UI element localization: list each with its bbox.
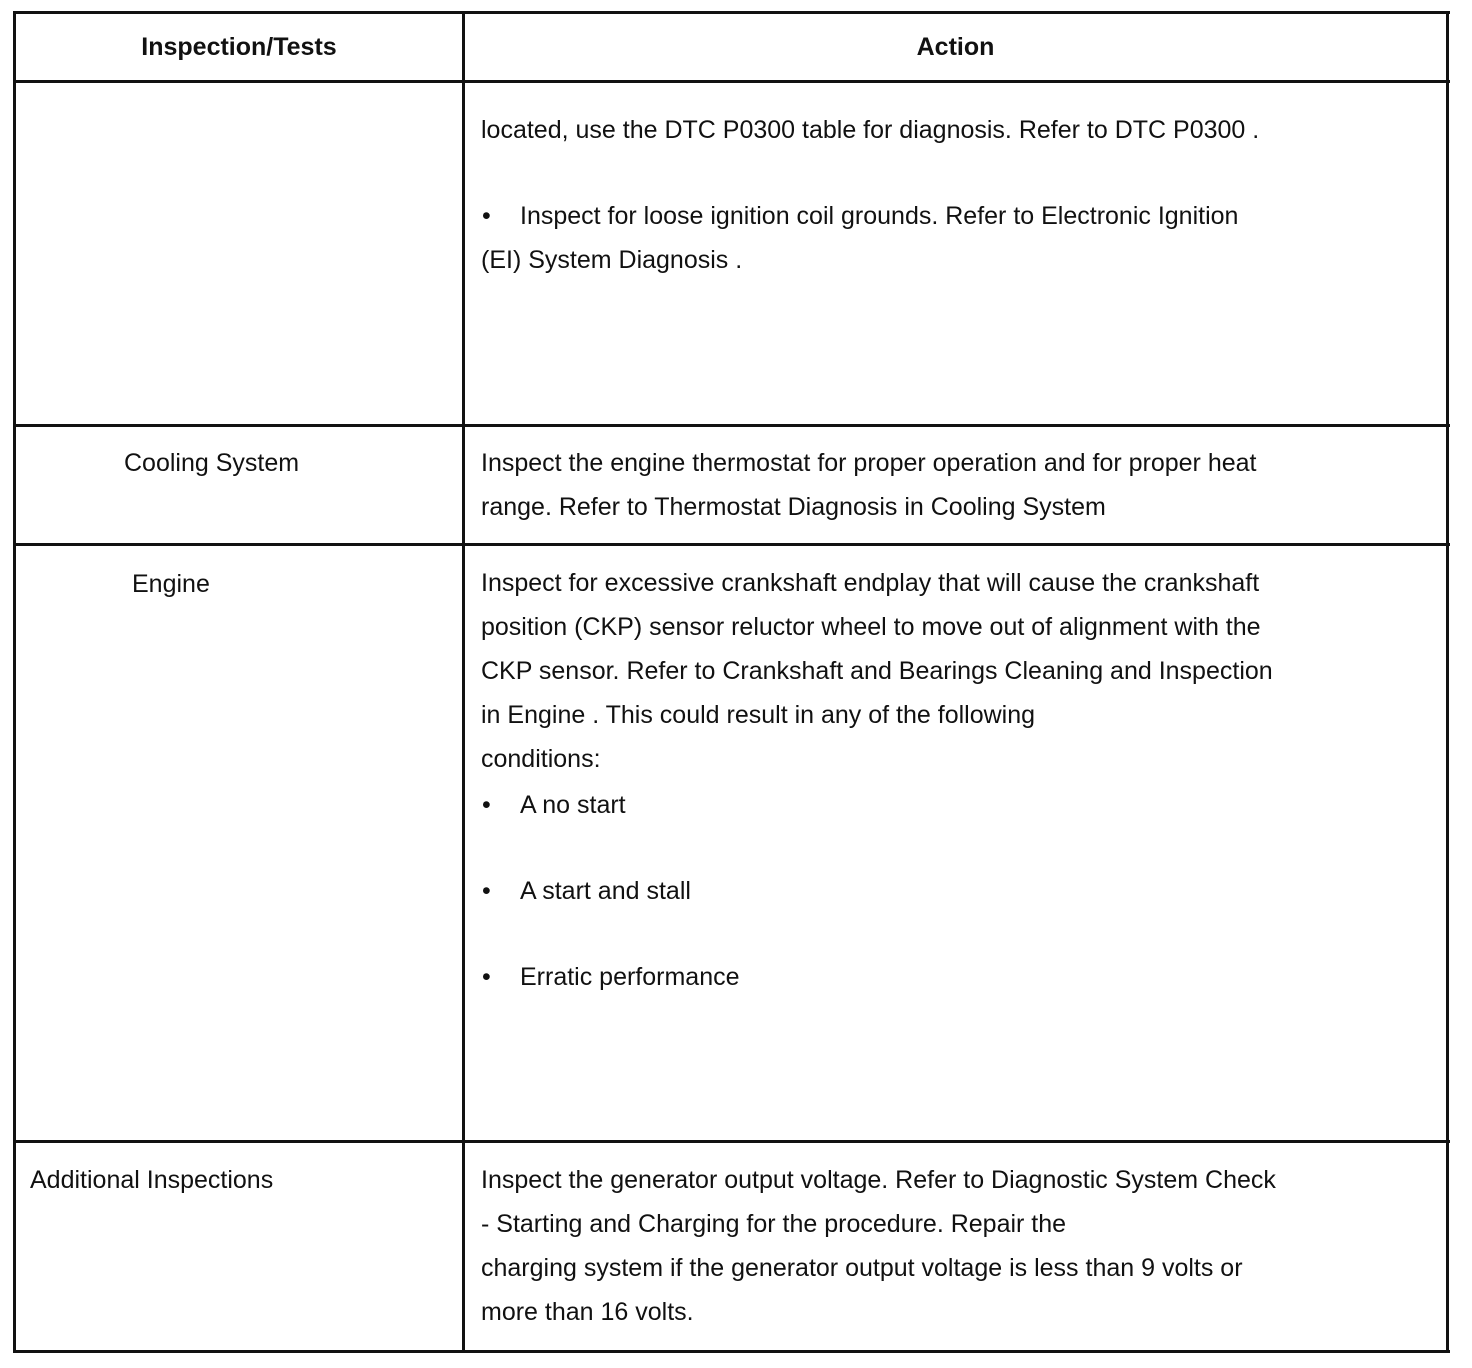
row4-action-line-2: - Starting and Charging for the procedure. Repair the — [481, 1210, 1067, 1238]
row3-bullet-2 — [482, 869, 691, 913]
row2-action-line-2: range. Refer to Thermostat Diagnosis in Cooling System — [481, 493, 1106, 521]
row3-action-line-5: conditions: — [481, 745, 601, 773]
row3-bullet-3-text: Erratic performance — [520, 963, 740, 991]
row1-action-text — [481, 108, 1259, 152]
row2-inspection: Cooling System — [124, 449, 300, 477]
row4-inspection: Additional Inspections — [30, 1166, 274, 1194]
table-top-border — [13, 11, 1450, 14]
table-left-border — [13, 11, 16, 1353]
bullet-icon: • — [482, 877, 491, 905]
row4-action-text — [481, 1158, 1276, 1334]
header-action: Action — [916, 33, 995, 61]
row2-action-line-1: Inspect the engine thermostat for proper operation and for proper heat — [481, 449, 1257, 477]
row1-bullet-1-line-1: Inspect for loose ignition coil grounds. Refer to Electronic Ignition — [520, 202, 1239, 230]
header-bottom-border — [13, 80, 1450, 83]
row3-bullet-1 — [482, 783, 626, 827]
row3-bullet-1-text: A no start — [520, 791, 626, 819]
row2-action-text — [481, 441, 1257, 529]
row3-action-line-1: Inspect for excessive crankshaft endplay that will cause the crankshaft — [481, 569, 1260, 597]
column-divider — [462, 11, 465, 1353]
row1-bullet-1-continuation — [481, 238, 742, 282]
row3-action-line-3: CKP sensor. Refer to Crankshaft and Bearings Cleaning and Inspection — [481, 657, 1273, 685]
bullet-icon: • — [482, 202, 491, 230]
row3-bullet-2-text: A start and stall — [520, 877, 691, 905]
row3-bullet-3 — [482, 955, 740, 999]
table-right-border — [1446, 11, 1449, 1353]
bullet-icon: • — [482, 791, 491, 819]
row3-action-line-4: in Engine . This could result in any of the following — [481, 701, 1036, 729]
row4-action-line-4: more than 16 volts. — [481, 1298, 694, 1326]
row3-action-line-2: position (CKP) sensor reluctor wheel to move out of alignment with the — [481, 613, 1261, 641]
header-inspection-tests: Inspection/Tests — [141, 33, 337, 61]
row1-action-line-1: located, use the DTC P0300 table for diagnosis. Refer to DTC P0300 . — [481, 116, 1260, 144]
row3-inspection: Engine — [132, 570, 210, 598]
row-divider-3 — [13, 1140, 1450, 1143]
bullet-icon: • — [482, 963, 491, 991]
row3-action-text — [481, 561, 1273, 781]
table-bottom-border — [13, 1350, 1450, 1353]
row4-action-line-3: charging system if the generator output voltage is less than 9 volts or — [481, 1254, 1243, 1282]
row1-bullet-1-line-2: (EI) System Diagnosis . — [481, 246, 743, 274]
row-divider-1 — [13, 424, 1450, 427]
row-divider-2 — [13, 543, 1450, 546]
row1-bullet-1 — [482, 194, 1238, 238]
row4-action-line-1: Inspect the generator output voltage. Refer to Diagnostic System Check — [481, 1166, 1276, 1194]
